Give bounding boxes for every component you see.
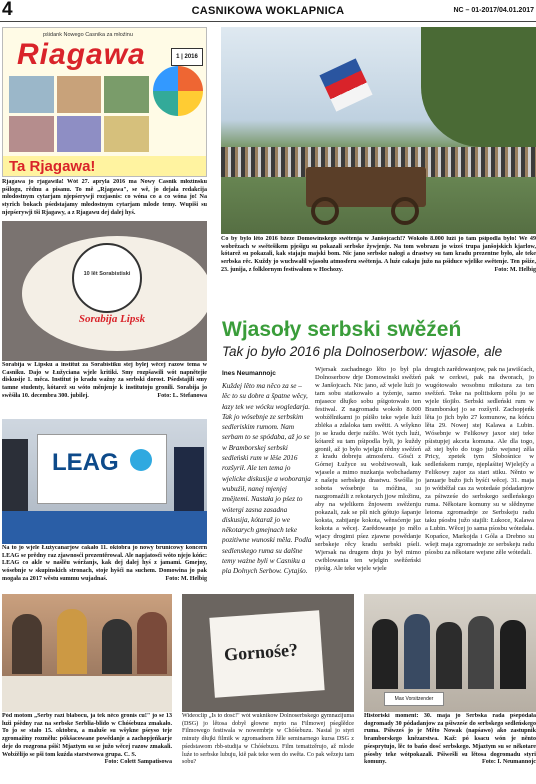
caption-women: [2, 713, 172, 783]
riagawa-issue-box: 1 | 2016: [171, 48, 203, 66]
photo-leag: [2, 419, 207, 544]
photo-sorabija-cake: [2, 221, 207, 361]
photo-riagawa-cover: [2, 27, 207, 177]
leag-logo: LEAG: [52, 449, 119, 476]
caption-sorabija-credit: Foto: L. Stefanowa: [157, 392, 207, 399]
caption-leag-text: Na to jo wjele Łużycanarjow cakało 11. oktobra jo nowy brunicowy koncern LEAG se prědny raz zjawnosći prezentěrowal. Ale napjatosći wóto njejo kóńc: LEAG co akle w naślěu wóržanjs, kak dej dalej hyś z jamami. Gmejny, wósebnje w skupinskich stronach, stoje hyšći na suchem. Domowina jo pak mogała za 2017 wěstu summu wujadnaś.: [2, 545, 207, 582]
article-subtitle: Tak jo było 2016 pla Dolnoserbow: wjasołe, ale: [222, 344, 503, 359]
riagawa-pinwheel-icon: [153, 66, 203, 116]
photo-group: [364, 594, 536, 712]
person: [57, 609, 87, 674]
riagawa-photo-strip: [9, 76, 149, 152]
person: [468, 616, 494, 689]
table: [2, 676, 172, 712]
riagawa-bottom-banner: [3, 156, 207, 177]
photo-festival: [221, 27, 536, 234]
person: [436, 622, 462, 689]
card-text: Gornośe?: [223, 639, 299, 665]
blue-carpet: [2, 511, 207, 544]
caption-group-text: Historiski moment: 30. maja jo Serbska rada pśepódała dogromady 30 pódadanjow za pśiwześe do serbskego sedleńskego ruma. Pśiwześ jo je Měto Nowak (napśawo) ako zastupnik bramborskego knězarstwa. Kaž: pó ksacu wón je něnto pśesprytujo, lěc to bańo dosć serbskego. Mjaztym su se někotare pśosby teke wótpokazali. Pśiwešli su lětosa dogromadu styri komuny.: [364, 713, 536, 766]
photo-card: [182, 594, 354, 712]
person: [137, 612, 167, 674]
caption-festival-credit: Foto: M. Helbig: [494, 266, 536, 273]
flag-icon: [319, 58, 372, 111]
article-title: Wjasoły serbski swěźeń: [222, 318, 462, 341]
caption-festival: [221, 236, 536, 298]
article-column-3: drugich zarědowanjow, pak na jawišćach, pak w cerkwi, pak na dworach, jo wugótowało wosobnu mikstura za ten swěźeń. Teke na politiskem pólu jo se wjele tšojiło. Serbski sedleński rum w Bramborskej jo se rozšyrił. Zachopjeńk lěta jo jich było 27 komunow, na kóńcu lěta 29. Nowej stej Kalawa a Lubin. Wósebnje w Felikowy jaxor stej teke pśistupjej akceta komuna. Ale dla togo, až stej było do togo južo wejsnej zěla Pricy, zpetek tym Słobośnice w sedleńskem rumje, njeplaśitej Wjelejčy a Felikowy zajor za stari stiku. Něnto w januarje bužo jich byśći wěcej. 31. maja jo wótběžał cas za wotedaśe pódadanjow za pśiwześe do serbskego sedleńskego ruma. Někotare komuny su w slědnyme letoma zgromadnje ze Serbskeju radu taku pśosbu južo stajili: Łukoce, Kalawa a Lubin. Wěcej jo sama pśosbu wótedała. Kopańce, Markojda i Góla a Drebno su wšejt maja zgromadnje ze serbskeju radu pśosbu za někotare wejsne zěle wótedali.: [425, 366, 534, 556]
cake-banner: Sorabija Lipsk: [78, 313, 146, 325]
caption-sorabija-text: Sorabija w Lipsku a institut za Sorabistiku stej bylej wěcej razow tema w Casniku. Dajo w Łužyciana wjele kritiki. Smy rozpšawili wót napnětejie diskusije 1. měca. Institut jo kradu wažny za serbski dorost. Pśedstajili smy tamne studenty, kótarež su wóto měnjenje k institutoju gronili. Sorabija jo swěśiła 10. decembra 300. jubilej.: [2, 362, 207, 399]
photo-women-table: [2, 594, 172, 712]
cake-ring-text: 10 lět Sorabistiski: [83, 271, 131, 277]
nameplate: Max Vorsitzender: [384, 692, 444, 706]
page-header: [0, 0, 536, 22]
caption-riagawa: Rjagawa jo rjagawila! Wót 27. apryla 2016 ma Nowy Casnik młoźinsku pśilogu, rědnu a pisanu. To mě „Rjagawa", se wě, jo dejała redakcija młodostnym cytarjam njepśerywji rozjasnis: co wóna co a co wóna jo! Na styrich bokach pśedstajamy młodostnym cytarjam mlode temy. Wupiši su njepśerywji tši Rjagawy, a z Rjagawu dej dalej hyś.: [2, 179, 207, 216]
caption-leag: [2, 545, 207, 591]
wagon-wheel-icon: [391, 197, 419, 225]
riagawa-bottom-logo: Ta Rjagawa!: [9, 158, 96, 175]
person: [372, 619, 398, 689]
caption-group-credit: Foto: I. Neumannojc: [482, 759, 536, 766]
caption-leag-credit: Foto: M. Helbig: [165, 575, 207, 582]
page-number: 4: [2, 0, 13, 20]
cake-logo-ring: [72, 243, 142, 313]
caption-sorabija: [2, 362, 207, 410]
leag-logo-mark-icon: [130, 449, 152, 471]
article-author: Ines Neumannojc: [222, 370, 276, 377]
caption-women-text: Pód motom „Serby razi blabocu, ja tek něco gronis cu!" jo se 13 luźi pśėdny raz na serbske Serblia-blido w Chóśebuza zmakało. To jo se stało 15. oktobra, a maluše su wšykne pśeyso teje zgromażiny rozmělu: pókšacowane powědanje a zachopjeńkarje deje do rozgrona pśiś! Mjaztym su se južo wěcej razow zmakali. Wobźělijo se pši tom kuźda starstwowa grupa. C. S.: [2, 713, 172, 758]
article-column-2: Wjersak zachadnego lěto jo był pla Dolnoserbow drje Domowinski swěźeń w Janšojcach. Nic jano, až wjele luźi jo tam sobu statkowało a tyźenje, samo mjasece dłujko sobu pśigotowało ten festiwal. Z nagromadu wokoło 8.000 wobźělnikarni jo pśišło teke wjele luźi zblėka a zdaloka tam swětit. A wšykno jo se kradu derje raźiło. Wót tych luźi, kótarež su tam pśipodla byli, jo kuždy gronił, až jo było wjelgin rědny swěźeń z kradu dobreju atmosferu. Gósći z Górnej Łužyce su wobźiwowali, kak wjasele a mimo nuzkanja wobchadamy z našeju serbskeju drastwu. Swóšla jo sobota wósebnje ta móžina, su nazgromaźili z rekotarych jjow mložinu, aby na wjelikem žnjowem swěźenju pokazali, zak se pši nich gótujo šapanje koksta, zabijanje kokota, wěnsćenje jaz kokota a wěcej. Zarědowanje jo mělo wjacy drogimi pśez zjawne powědanje serbskeje rěcy kradu serbski pśeli. Wjersak na drugem dnju jo był mimo cwiblowania ten wjelgin swěźeński pjeśig. Ale teke wjele wjele: [315, 366, 421, 572]
publication-title: CASNIKOWA WOKLAPNICA: [191, 5, 345, 17]
caption-women-credit: Foto: Colett Sampatisowa: [104, 759, 172, 766]
article-lead: Kuždej lěto ma něco za se – lěc to su dobre a špatne wěcy, łazy tek we wócku wogledarja. Tak jo wósebnje ze serbskim sedleriskim rumom. Nam serbam to se spódaba, až jo se w Bramborskej serbski sedleński rum w lěśe 2016 rozšyrił. Ale ten tema jo wjelicke diskusije a woboranja wubuźił, nanej mjenjej změjtemi. Nastała jo pśez to wótergi zasna zasadna diskusija, kótaraž jo we někotarych gmejnach teke pozitiwne wunoski měla. Podla sedlenskego ruma su dalšne temy ważne byli w Casniku a pla Dolnych Serbow. Cytajśo.: [222, 382, 312, 576]
caption-festival-text: Co by bylo lěto 2016 bźeze Domowinskego swětenja w Janšojcach!? Wokoło 8.000 luźi jo tam pśipodla było! We 49 wobrězach w swětešikem pjeśigu su pokazali serbske žywjenje. Na tom wobrazu jo wiześ trupa janšojskich kjarlow, kótarež su pokazali, kak stajaju majski bom. Nic jano serbske nałogi a drastwy su tam kradu prezentne było, ale teke serbska rěc. Kuždy jo wuchwałil wjasołu atmosferu swětenja. A luźe cakaju južo na pśiduce wjelike swětenje. Ten pśiźe, 23. junija, z folklornym festiwalom w Hochozy.: [221, 236, 536, 273]
tree-canopy: [421, 27, 536, 147]
caption-group: [364, 713, 536, 783]
person: [404, 614, 430, 689]
riagawa-logo: Riagawa: [17, 38, 146, 71]
wagon-wheel-icon: [311, 197, 339, 225]
caption-card: Wideoclip „Is to dosć!" wót wuknikow Dolnoserbskego gymnazijuma (DSG) jo lětosa dobył głowne myto na Filmowej pśeglědce Filmowego festiwala w nowembrje w Chóśebuzu. Nastal jo styri minuty dłujki filmik w zgromadnem žěle seminarnego kursa DSG z pśedstawom rbb-studija w Chóśebuzu. Film tematizěrujo, až mlode luźe to serbske lubuju, kiě pak teke wen do swěta. Co pak wězeju tam sobu?: [182, 713, 354, 766]
person: [102, 619, 132, 674]
issue-date: NC – 01-2017/04.01.2017: [453, 7, 534, 14]
riagawa-tagline: pśidank Nowego Casnika za młoźinu: [43, 32, 133, 38]
person: [500, 620, 526, 689]
person: [12, 614, 42, 674]
